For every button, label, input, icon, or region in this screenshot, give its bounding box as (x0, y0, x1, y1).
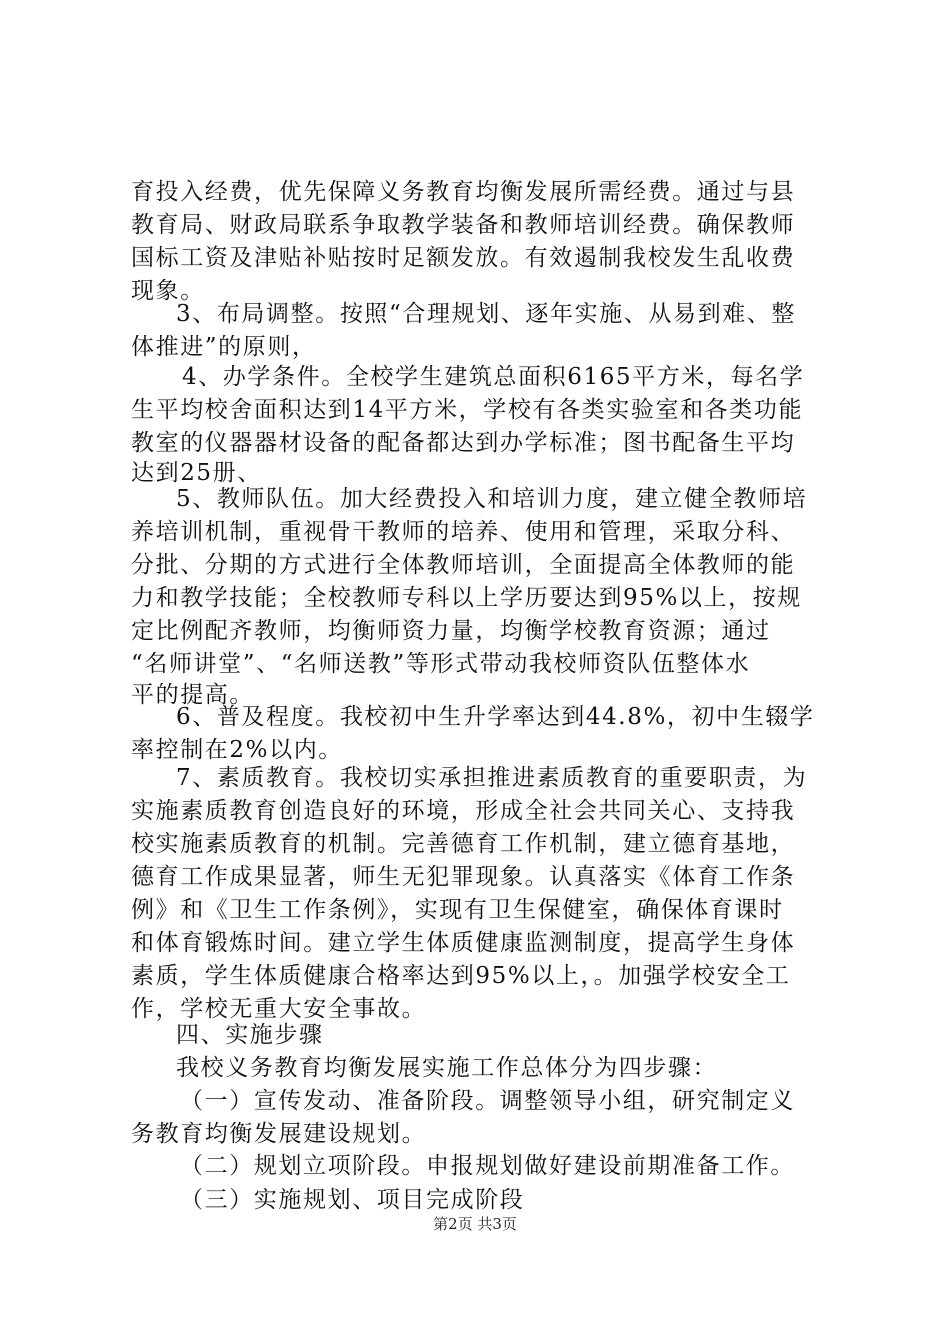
paragraph-line: 力和教学技能；全校教师专科以上学历要达到95%以上，按规 (131, 585, 802, 611)
paragraph-line: 定比例配齐教师，均衡师资力量，均衡学校教育资源；通过 (131, 618, 771, 644)
paragraph-line: “名师讲堂”、“名师送教”等形式带动我校师资队伍整体水 (131, 651, 751, 677)
paragraph-line: 生平均校舍面积达到14平方米，学校有各类实验室和各类功能 (131, 397, 804, 423)
paragraph-line: 务教育均衡发展建设规划。 (131, 1121, 427, 1147)
paragraph-line: 养培训机制，重视骨干教师的培养、使用和管理，采取分科、 (131, 519, 796, 545)
paragraph-line: 3、布局调整。按照“合理规划、逐年实施、从易到难、整 (176, 301, 796, 327)
paragraph-line: 我校义务教育均衡发展实施工作总体分为四步骤： (176, 1055, 718, 1081)
paragraph-line: 达到25册、 (131, 460, 262, 486)
paragraph-line: 7、素质教育。我校切实承担推进素质教育的重要职责，为 (176, 765, 808, 791)
paragraph-line: 育投入经费，优先保障义务教育均衡发展所需经费。通过与县 (131, 179, 796, 205)
paragraph-line: 率控制在2%以内。 (131, 737, 343, 763)
paragraph-line: 平的提高。 (131, 682, 254, 708)
paragraph-line: 例》和《卫生工作条例》，实现有卫生保健室，确保体育课时 (131, 897, 784, 923)
paragraph-line: （二）规划立项阶段。申报规划做好建设前期准备工作。 (180, 1153, 795, 1179)
paragraph-line: 5、教师队伍。加大经费投入和培训力度，建立健全教师培 (176, 486, 808, 512)
paragraph-line: 德育工作成果显著，师生无犯罪现象。认真落实《体育工作条 (131, 864, 796, 890)
paragraph-line: 校实施素质教育的机制。完善德育工作机制，建立德育基地， (131, 831, 796, 857)
section-heading: 四、实施步骤 (176, 1022, 324, 1048)
paragraph-line: （三）实施规划、项目完成阶段 (180, 1187, 525, 1213)
paragraph-line: （一）宣传发动、准备阶段。调整领导小组，研究制定义 (180, 1088, 795, 1114)
paragraph-line: 现象。 (131, 278, 205, 304)
paragraph-line: 国标工资及津贴补贴按时足额发放。有效遏制我校发生乱收费 (131, 245, 796, 271)
paragraph-line: 素质，学生体质健康合格率达到95%以上，。加强学校安全工 (131, 963, 791, 989)
paragraph-line: 4、办学条件。全校学生建筑总面积6165平方米，每名学 (182, 364, 805, 390)
paragraph-line: 教育局、财政局联系争取教学装备和教师培训经费。确保教师 (131, 212, 796, 238)
paragraph-line: 实施素质教育创造良好的环境，形成全社会共同关心、支持我 (131, 798, 796, 824)
paragraph-line: 和体育锻炼时间。建立学生体质健康监测制度，提高学生身体 (131, 930, 796, 956)
paragraph-line: 体推进”的原则， (131, 334, 317, 360)
paragraph-line: 教室的仪器器材设备的配备都达到办学标准；图书配备生平均 (131, 430, 796, 456)
paragraph-line: 作，学校无重大安全事故。 (131, 996, 427, 1022)
paragraph-line: 分批、分期的方式进行全体教师培训，全面提高全体教师的能 (131, 552, 796, 578)
paragraph-line: 6、普及程度。我校初中生升学率达到44.8%，初中生辍学 (176, 704, 815, 730)
page-footer: 第2页 共3页 (433, 1215, 517, 1233)
